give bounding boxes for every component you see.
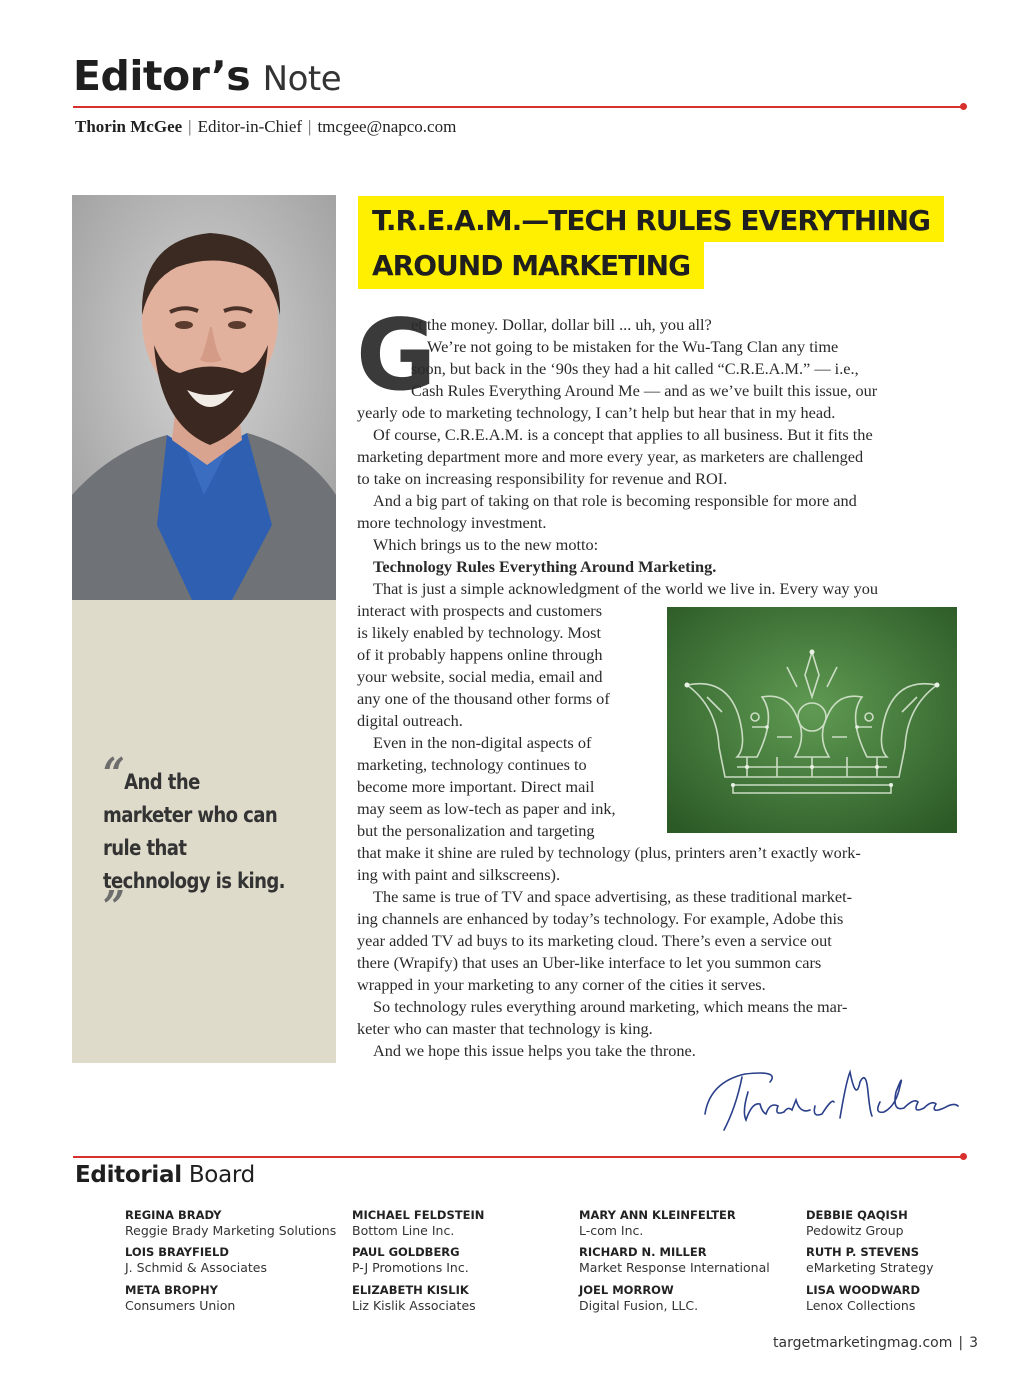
board-member: MICHAEL FELDSTEIN Bottom Line Inc. xyxy=(352,1208,485,1238)
body-line: marketing, technology continues to xyxy=(357,755,587,774)
body-line: more technology investment. xyxy=(357,513,547,532)
board-rule-dot xyxy=(960,1153,967,1160)
body-line: any one of the thousand other forms of xyxy=(357,689,610,708)
editorial-board-title: Editorial Board xyxy=(75,1162,255,1188)
body-line: digital outreach. xyxy=(357,711,463,730)
board-member: JOEL MORROW Digital Fusion, LLC. xyxy=(579,1283,699,1313)
body-line: keter who can master that technology is king. xyxy=(357,1019,653,1038)
board-member: ELIZABETH KISLIK Liz Kislik Associates xyxy=(352,1283,476,1313)
body-line: is likely enabled by technology. Most xyxy=(357,623,602,642)
body-line: Cash Rules Everything Around Me — and as we’ve built this issue, our xyxy=(411,381,878,400)
board-member: DEBBIE QAQISH Pedowitz Group xyxy=(806,1208,908,1238)
body-line: Of course, C.R.E.A.M. is a concept that applies to all business. But it fits the xyxy=(373,425,873,444)
pull-quote xyxy=(103,749,288,933)
body-line: soon, but back in the ‘90s they had a hit called “C.R.E.A.M.” — i.e., xyxy=(411,359,859,378)
body-line: of it probably happens online through xyxy=(357,645,603,664)
board-member: MARY ANN KLEINFELTER L-com Inc. xyxy=(579,1208,736,1238)
body-line: ing with paint and silkscreens). xyxy=(357,865,561,884)
board-member: REGINA BRADY Reggie Brady Marketing Solutions xyxy=(125,1208,337,1238)
signature xyxy=(700,1062,965,1142)
author-role: Editor-in-Chief xyxy=(197,117,303,136)
body-line: yearly ode to marketing technology, I can’t help but hear that in my head. xyxy=(357,403,836,422)
board-member: RICHARD N. MILLER Market Response International xyxy=(579,1245,770,1275)
body-line: We’re not going to be mistaken for the Wu-Tang Clan any time xyxy=(427,337,839,356)
author-email[interactable]: tmcgee@napco.com xyxy=(317,117,457,136)
body-line: but the personalization and targeting xyxy=(357,821,595,840)
body-line: The same is true of TV and space advertising, as these traditional market- xyxy=(373,887,853,906)
body-line: interact with prospects and customers xyxy=(357,601,603,620)
author-name: Thorin McGee xyxy=(75,117,183,136)
pull-quote-text: And the marketer who can rule that technology is king. xyxy=(103,770,285,893)
page-title: Editor’s Note xyxy=(73,52,342,100)
body-line: may seem as low-tech as paper and ink, xyxy=(357,799,616,818)
body-line: And a big part of taking on that role is becoming responsible for more and xyxy=(373,491,857,510)
board-member: LISA WOODWARD Lenox Collections xyxy=(806,1283,921,1313)
body-line: And we hope this issue helps you take the throne. xyxy=(373,1041,696,1060)
body-line: wrapped in your marketing to any corner of the cities it serves. xyxy=(357,975,766,994)
site-url[interactable]: targetmarketingmag.com xyxy=(773,1335,953,1351)
body-line: et the money. Dollar, dollar bill ... uh, you all? xyxy=(411,315,712,334)
drop-cap: G xyxy=(356,299,433,413)
headline-line-2: AROUND MARKETING xyxy=(358,242,704,289)
header-rule xyxy=(73,106,963,108)
body-line: So technology rules everything around marketing, which means the mar- xyxy=(373,997,848,1016)
body-line-motto: Technology Rules Everything Around Marketing. xyxy=(373,557,717,576)
header-rule-dot xyxy=(960,103,967,110)
body-line: your website, social media, email and xyxy=(357,667,603,686)
body-line: That is just a simple acknowledgment of the world we live in. Every way you xyxy=(373,579,879,598)
body-line: Which brings us to the new motto: xyxy=(373,535,599,554)
headline-line-1: T.R.E.A.M.—TECH RULES EVERYTHING xyxy=(358,196,944,242)
body-line: that make it shine are ruled by technology (plus, printers aren’t exactly work- xyxy=(357,843,861,862)
body-line: become more important. Direct mail xyxy=(357,777,595,796)
board-member: RUTH P. STEVENS eMarketing Strategy xyxy=(806,1245,934,1275)
byline: Thorin McGee | Editor-in-Chief | tmcgee@napco.com xyxy=(75,117,457,136)
close-quote-mark: ” xyxy=(103,882,125,933)
page-footer: targetmarketingmag.com | 3 xyxy=(773,1335,978,1351)
board-member: LOIS BRAYFIELD J. Schmid & Associates xyxy=(125,1245,267,1275)
body-line: year added TV ad buys to its marketing cloud. There’s even a service out xyxy=(357,931,832,950)
page-number: 3 xyxy=(969,1335,978,1351)
circuit-crown-image xyxy=(667,607,957,833)
body-line: ing channels are enhanced by today’s technology. For example, Adobe this xyxy=(357,909,844,928)
open-quote-mark: “ xyxy=(103,749,125,800)
board-member: PAUL GOLDBERG P-J Promotions Inc. xyxy=(352,1245,469,1275)
board-member: META BROPHY Consumers Union xyxy=(125,1283,236,1313)
body-line: marketing department more and more every year, as marketers are challenged xyxy=(357,447,864,466)
board-rule xyxy=(73,1156,963,1158)
editor-portrait xyxy=(72,195,336,600)
body-line: there (Wrapify) that uses an Uber-like interface to let you summon cars xyxy=(357,953,822,972)
body-line: to take on increasing responsibility for revenue and ROI. xyxy=(357,469,728,488)
body-line: Even in the non-digital aspects of xyxy=(373,733,592,752)
